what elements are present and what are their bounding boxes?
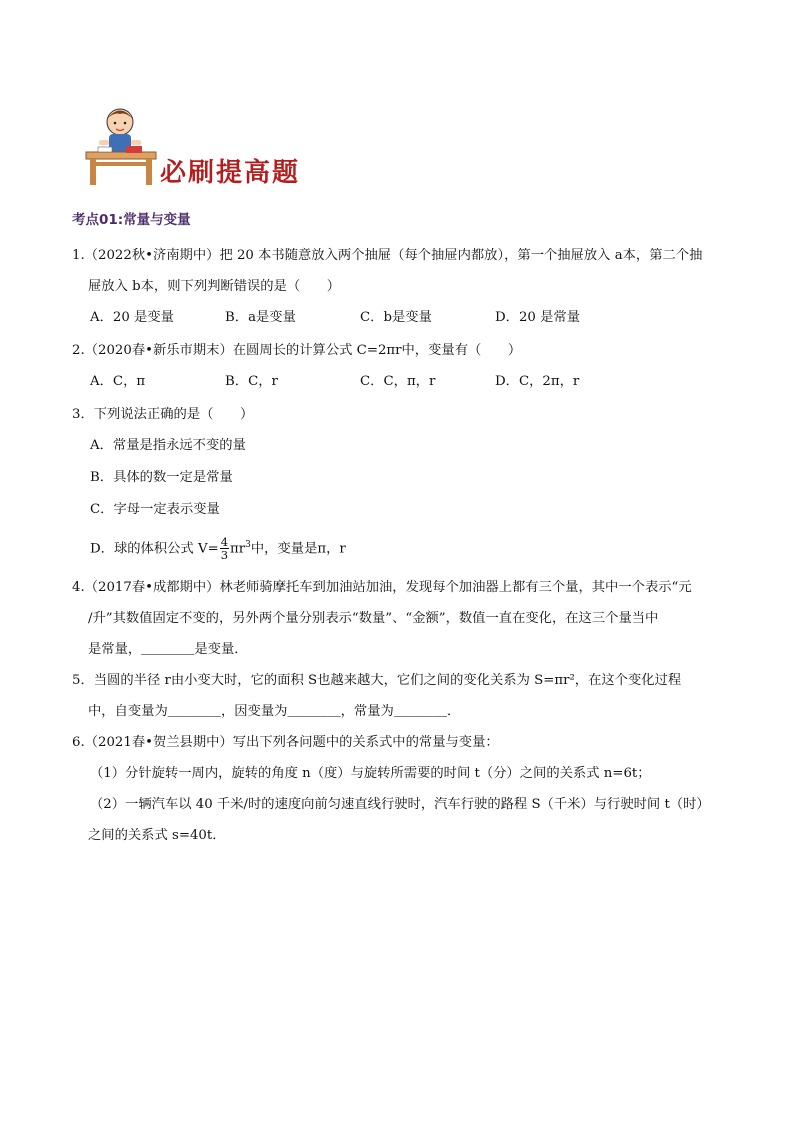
- fraction-numerator: 4: [220, 535, 229, 550]
- option-b: B．C，r: [225, 374, 278, 389]
- question-4: [72, 572, 734, 665]
- question-3-line1: 3．下列说法正确的是（ ）: [72, 407, 254, 422]
- option-d-formula: πr: [230, 541, 246, 557]
- question-5-line1: 5．当圆的半径 r由小变大时，它的面积 S也越来越大，它们之间的变化关系为 S=πr²，在这个变化过程: [72, 673, 682, 689]
- question-6-sub3: 之间的关系式 s=40t．: [88, 828, 226, 844]
- option-c: C．C，π，r: [360, 374, 436, 389]
- option-a: A．常量是指永远不变的量: [90, 438, 246, 453]
- banner-title: 必刷提高题: [160, 158, 301, 188]
- option-d-prefix: D．球的体积公式 V=: [90, 541, 219, 557]
- exponent: 3: [245, 540, 251, 550]
- option-a: A．C，π: [90, 374, 146, 389]
- option-b: B．具体的数一定是常量: [90, 470, 233, 485]
- fraction-denominator: 3: [220, 548, 229, 563]
- option-c: C．字母一定表示变量: [90, 502, 220, 517]
- section-title: 考点01:常量与变量: [72, 212, 191, 228]
- option-d: D．C，2π，r: [495, 374, 580, 389]
- question-1: [72, 240, 734, 302]
- option-d: [72, 526, 734, 568]
- question-4-line1: 4.（2017春•成都期中）林老师骑摩托车到加油站加油，发现每个加油器上都有三个量，其中一个表示“元: [72, 580, 692, 596]
- question-4-line3: 是常量，＿＿＿＿是变量．: [88, 642, 248, 658]
- question-2-options: [72, 366, 734, 397]
- question-5: [72, 665, 734, 727]
- option-d: D．20 是常量: [495, 310, 580, 325]
- question-6: [72, 727, 734, 851]
- question-5-line2: 中，自变量为＿＿＿＿，因变量为＿＿＿＿，常量为＿＿＿＿．: [88, 704, 461, 720]
- fraction: [220, 536, 229, 561]
- question-6-sub1: （1）分针旋转一周内，旋转的角度 n（度）与旋转所需要的时间 t（分）之间的关系式 n=6t；: [90, 766, 651, 782]
- option-a: A．20 是变量: [90, 310, 174, 325]
- question-3: [72, 399, 734, 430]
- student-at-desk-icon: [80, 100, 160, 190]
- question-2: [72, 335, 734, 366]
- header-banner: [80, 100, 340, 190]
- question-6-line1: 6.（2021春•贺兰县期中）写出下列各问题中的关系式中的常量与变量：: [72, 735, 499, 751]
- question-1-line2: 屉放入 b本，则下列判断错误的是（ ）: [88, 279, 341, 294]
- option-c: C．b是变量: [360, 310, 432, 325]
- document-body: [72, 208, 734, 851]
- option-b: B．a是变量: [225, 310, 296, 325]
- question-1-line1: 1.（2022秋•济南期中）把 20 本书随意放入两个抽屉（每个抽屉内都放），第一个抽屉放入 a本，第二个抽: [72, 248, 703, 263]
- question-4-line2: /升”其数值固定不变的，另外两个量分别表示“数量”、“金额”，数值一直在变化，在这三个量当中: [88, 611, 659, 627]
- question-2-line1: 2.（2020春•新乐市期末）在圆周长的计算公式 C=2πr中，变量有（ ）: [72, 343, 522, 358]
- question-1-options: [72, 302, 734, 333]
- option-d-tail: 中，变量是π，r: [250, 541, 346, 557]
- question-6-sub2: （2）一辆汽车以 40 千米/时的速度向前匀速直线行驶时，汽车行驶的路程 S（千米）与行驶时间 t（时）: [90, 797, 710, 813]
